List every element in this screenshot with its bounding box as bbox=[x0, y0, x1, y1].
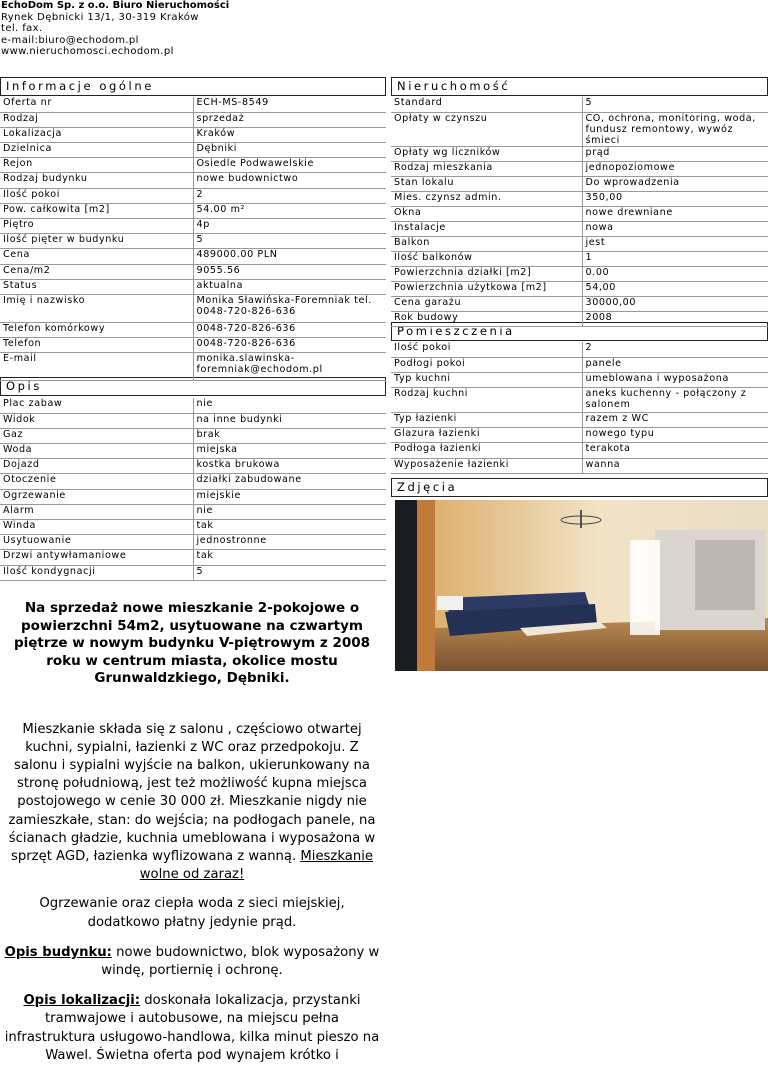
row-value: jednostronne bbox=[193, 535, 386, 550]
row-label: Opłaty wg liczników bbox=[391, 146, 582, 161]
row-label: Cena garażu bbox=[391, 296, 582, 311]
row-label: Telefon bbox=[0, 338, 193, 353]
apartment-photo[interactable] bbox=[395, 500, 768, 671]
row-label: E-mail bbox=[0, 353, 193, 381]
row-label: Piętro bbox=[0, 219, 193, 234]
row-value: nie bbox=[193, 504, 386, 519]
description-p1-text: Mieszkanie składa się z salonu , częściowo otwartej kuchni, sypialni, łazienki z WC oraz przedpokoju. Z salonu i sypialni wyjście na balkon, ukierunkowany na stronę południową, jest też możliwość kupna miejsca postojowego w cenie 30 000 zł. Mieszkanie nigdy nie zamieszkałe, stan: do wejścia; na podłogach panele, na ścianach gładzie, kuchnia umeblowana i wyposażona w sprzęt AGD, łazienka wyflizowana z wanną. bbox=[8, 721, 376, 864]
row-value: 54,00 bbox=[582, 281, 768, 296]
section-rooms-title: Pomieszczenia bbox=[391, 322, 768, 341]
location-label: Opis lokalizacji: bbox=[23, 993, 141, 1009]
row-label: Woda bbox=[0, 444, 193, 459]
row-value: nowa bbox=[582, 221, 768, 236]
row-value: terakota bbox=[582, 443, 768, 458]
opis-row bbox=[0, 398, 386, 413]
description-p1-underlined: Mieszkanie wolne od zaraz! bbox=[139, 848, 373, 883]
row-label: Plac zabaw bbox=[0, 398, 193, 413]
row-value: 5 bbox=[193, 234, 386, 249]
row-label: Mies. czynsz admin. bbox=[391, 191, 582, 206]
description-headline: Na sprzedaż nowe mieszkanie 2-pokojowe o powierzchni 54m2, usytuowane na czwartym piętrze w nowym budynku V-piętrowym z 2008 roku w centrum miasta, okolice mostu Grunwaldzkiego, Dębniki. bbox=[13, 600, 371, 686]
description-paragraph-1 bbox=[4, 721, 380, 885]
section-property-title: Nieruchomość bbox=[391, 77, 768, 96]
row-label: Ilość balkonów bbox=[391, 251, 582, 266]
general-row bbox=[0, 338, 386, 353]
section-photos-title: Zdjęcia bbox=[391, 478, 768, 497]
section-description-title: Opis bbox=[0, 377, 386, 396]
room-row bbox=[391, 372, 768, 387]
room-row bbox=[391, 342, 768, 357]
row-label: Ilość pokoi bbox=[0, 188, 193, 203]
opis-row bbox=[0, 413, 386, 428]
property-row bbox=[391, 281, 768, 296]
row-label: Dzielnica bbox=[0, 143, 193, 158]
row-label: Powierzchnia działki [m2] bbox=[391, 266, 582, 281]
building-label: Opis budynku: bbox=[4, 944, 112, 960]
row-label: Drzwi antywłamaniowe bbox=[0, 550, 193, 565]
room-row bbox=[391, 458, 768, 473]
property-row bbox=[391, 221, 768, 236]
property-row bbox=[391, 251, 768, 266]
general-row bbox=[0, 97, 386, 112]
row-value: monika.slawinska-foremniak@echodom.pl bbox=[193, 353, 386, 381]
row-label: Rodzaj mieszkania bbox=[391, 161, 582, 176]
row-value: jest bbox=[582, 236, 768, 251]
property-row bbox=[391, 296, 768, 311]
description-paragraph-4 bbox=[4, 992, 380, 1065]
opis-row bbox=[0, 565, 386, 580]
opis-row bbox=[0, 428, 386, 443]
agency-email: e-mail:biuro@echodom.pl bbox=[1, 34, 139, 46]
row-value: 0048-720-826-636 bbox=[193, 322, 386, 337]
row-value: miejskie bbox=[193, 489, 386, 504]
row-value: nowe drewniane bbox=[582, 206, 768, 221]
general-info-table bbox=[0, 97, 386, 381]
row-label: Typ kuchni bbox=[391, 372, 582, 387]
description-paragraph-3 bbox=[4, 944, 380, 980]
general-row bbox=[0, 264, 386, 279]
row-label: Instalacje bbox=[391, 221, 582, 236]
row-value: 0048-720-826-636 bbox=[193, 338, 386, 353]
property-row bbox=[391, 176, 768, 191]
row-value: ECH-MS-8549 bbox=[193, 97, 386, 112]
agency-phonefax: tel. fax. bbox=[1, 23, 43, 35]
row-label: Rejon bbox=[0, 158, 193, 173]
row-label: Alarm bbox=[0, 504, 193, 519]
row-value: aneks kuchenny - połączony z salonem bbox=[582, 388, 768, 413]
row-label: Rodzaj kuchni bbox=[391, 388, 582, 413]
row-label: Cena bbox=[0, 249, 193, 264]
row-label: Balkon bbox=[391, 236, 582, 251]
row-value: panele bbox=[582, 357, 768, 372]
row-label: Rok budowy bbox=[391, 311, 582, 326]
agency-header bbox=[1, 0, 229, 58]
property-row bbox=[391, 266, 768, 281]
row-label: Lokalizacja bbox=[0, 127, 193, 142]
opis-row bbox=[0, 520, 386, 535]
row-value: jednopoziomowe bbox=[582, 161, 768, 176]
property-table bbox=[391, 97, 768, 327]
general-row bbox=[0, 173, 386, 188]
room-row bbox=[391, 428, 768, 443]
general-row bbox=[0, 188, 386, 203]
row-value: prąd bbox=[582, 146, 768, 161]
row-value: tak bbox=[193, 550, 386, 565]
row-value: na inne budynki bbox=[193, 413, 386, 428]
row-value: 489000.00 PLN bbox=[193, 249, 386, 264]
row-value: Osiedle Podwawelskie bbox=[193, 158, 386, 173]
row-value: 0.00 bbox=[582, 266, 768, 281]
row-value: wanna bbox=[582, 458, 768, 473]
row-value: 9055.56 bbox=[193, 264, 386, 279]
row-label: Rodzaj budynku bbox=[0, 173, 193, 188]
general-row bbox=[0, 219, 386, 234]
description-paragraph-2: Ogrzewanie oraz ciepła woda z sieci miejskiej, dodatkowo płatny jedynie prąd. bbox=[39, 896, 345, 930]
row-value: Dębniki bbox=[193, 143, 386, 158]
row-label: Gaz bbox=[0, 428, 193, 443]
row-value: 2008 bbox=[582, 311, 768, 326]
row-label: Ogrzewanie bbox=[0, 489, 193, 504]
row-value: CO, ochrona, monitoring, woda, fundusz remontowy, wywóz śmieci bbox=[582, 112, 768, 146]
building-text: nowe budownictwo, blok wyposażony w windę, portiernię i ochronę. bbox=[101, 944, 380, 978]
row-label: Widok bbox=[0, 413, 193, 428]
row-label: Status bbox=[0, 279, 193, 294]
room-row bbox=[391, 357, 768, 372]
row-value: 5 bbox=[582, 97, 768, 112]
row-value: brak bbox=[193, 428, 386, 443]
general-row bbox=[0, 203, 386, 218]
property-row bbox=[391, 206, 768, 221]
row-value: 4p bbox=[193, 219, 386, 234]
row-label: Powierzchnia użytkowa [m2] bbox=[391, 281, 582, 296]
agency-name: EchoDom Sp. z o.o. Biuro Nieruchomości bbox=[1, 0, 230, 11]
general-row bbox=[0, 127, 386, 142]
rooms-table bbox=[391, 342, 768, 474]
row-value: Kraków bbox=[193, 127, 386, 142]
row-label: Ilość pięter w budynku bbox=[0, 234, 193, 249]
row-value: tak bbox=[193, 520, 386, 535]
opis-row bbox=[0, 550, 386, 565]
opis-row bbox=[0, 504, 386, 519]
property-row bbox=[391, 146, 768, 161]
row-value: sprzedaż bbox=[193, 112, 386, 127]
opis-row bbox=[0, 535, 386, 550]
opis-row bbox=[0, 489, 386, 504]
opis-row bbox=[0, 474, 386, 489]
property-row bbox=[391, 311, 768, 326]
row-value: 1 bbox=[582, 251, 768, 266]
row-label: Pow. całkowita [m2] bbox=[0, 203, 193, 218]
row-value: 2 bbox=[582, 342, 768, 357]
general-row bbox=[0, 353, 386, 381]
property-row bbox=[391, 97, 768, 112]
row-value: miejska bbox=[193, 444, 386, 459]
property-row bbox=[391, 112, 768, 146]
row-label: Cena/m2 bbox=[0, 264, 193, 279]
row-value: Monika Sławińska-Foremniak tel. 0048-720-826-636 bbox=[193, 294, 386, 322]
room-row bbox=[391, 443, 768, 458]
row-value: 350,00 bbox=[582, 191, 768, 206]
row-label: Telefon komórkowy bbox=[0, 322, 193, 337]
row-value: 54.00 m² bbox=[193, 203, 386, 218]
row-label: Dojazd bbox=[0, 459, 193, 474]
room-row bbox=[391, 388, 768, 413]
row-label: Usytuowanie bbox=[0, 535, 193, 550]
row-label: Oferta nr bbox=[0, 97, 193, 112]
row-label: Podłogi pokoi bbox=[391, 357, 582, 372]
row-label: Rodzaj bbox=[0, 112, 193, 127]
general-row bbox=[0, 234, 386, 249]
row-value: kostka brukowa bbox=[193, 459, 386, 474]
row-value: 5 bbox=[193, 565, 386, 580]
row-value: 2 bbox=[193, 188, 386, 203]
general-row bbox=[0, 294, 386, 322]
general-row bbox=[0, 143, 386, 158]
row-label: Podłoga łazienki bbox=[391, 443, 582, 458]
row-label: Ilość kondygnacji bbox=[0, 565, 193, 580]
row-value: razem z WC bbox=[582, 413, 768, 428]
section-general-title: Informacje ogólne bbox=[0, 77, 386, 96]
row-value: nowe budownictwo bbox=[193, 173, 386, 188]
row-label: Glazura łazienki bbox=[391, 428, 582, 443]
row-value: 30000,00 bbox=[582, 296, 768, 311]
general-row bbox=[0, 279, 386, 294]
row-value: działki zabudowane bbox=[193, 474, 386, 489]
row-label: Wyposażenie łazienki bbox=[391, 458, 582, 473]
apartment-photo-image bbox=[395, 500, 768, 671]
property-row bbox=[391, 236, 768, 251]
agency-address: Rynek Dębnicki 13/1, 30-319 Kraków bbox=[1, 11, 199, 23]
row-value: umeblowana i wyposażona bbox=[582, 372, 768, 387]
row-label: Okna bbox=[391, 206, 582, 221]
general-row bbox=[0, 112, 386, 127]
row-value: aktualna bbox=[193, 279, 386, 294]
row-label: Standard bbox=[391, 97, 582, 112]
row-label: Stan lokalu bbox=[391, 176, 582, 191]
row-value: nie bbox=[193, 398, 386, 413]
property-row bbox=[391, 161, 768, 176]
description-attributes-table bbox=[0, 398, 386, 581]
row-label: Typ łazienki bbox=[391, 413, 582, 428]
row-label: Ilość pokoi bbox=[391, 342, 582, 357]
row-label: Otoczenie bbox=[0, 474, 193, 489]
location-text: doskonała lokalizacja, przystanki tramwajowe i autobusowe, na miejscu pełna infrastruktura usługowo-handlowa, kilka minut pieszo na Wawel. Świetna oferta pod wynajem krótko i bbox=[4, 993, 380, 1063]
property-row bbox=[391, 191, 768, 206]
row-value: Do wprowadzenia bbox=[582, 176, 768, 191]
row-label: Winda bbox=[0, 520, 193, 535]
row-label: Imię i nazwisko bbox=[0, 294, 193, 322]
row-value: nowego typu bbox=[582, 428, 768, 443]
description-text bbox=[4, 600, 380, 1065]
general-row bbox=[0, 322, 386, 337]
general-row bbox=[0, 249, 386, 264]
general-row bbox=[0, 158, 386, 173]
opis-row bbox=[0, 459, 386, 474]
row-label: Opłaty w czynszu bbox=[391, 112, 582, 146]
room-row bbox=[391, 413, 768, 428]
agency-www: www.nieruchomosci.echodom.pl bbox=[1, 46, 174, 58]
opis-row bbox=[0, 444, 386, 459]
